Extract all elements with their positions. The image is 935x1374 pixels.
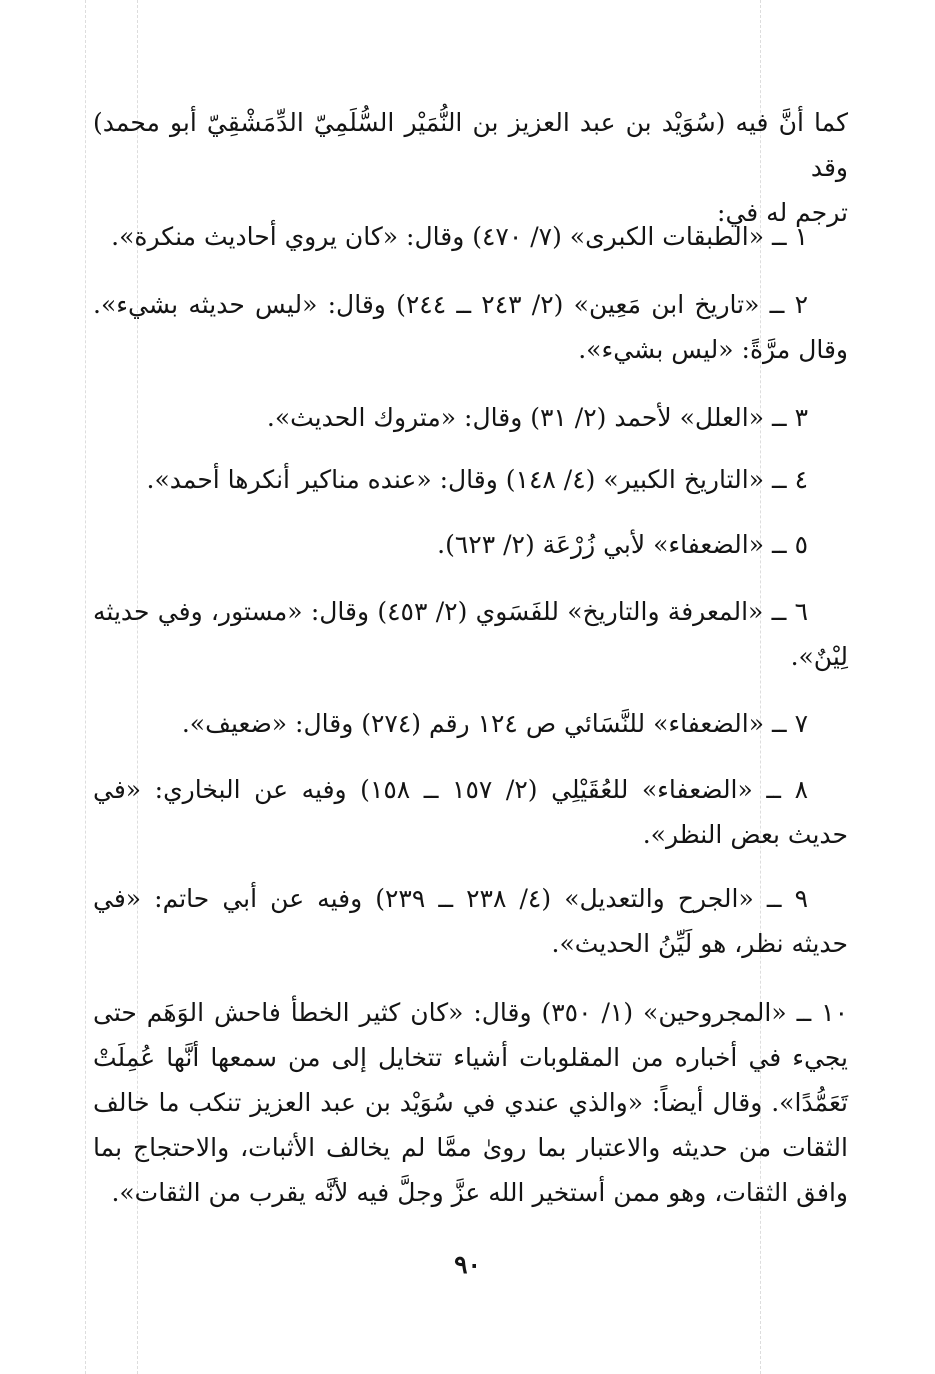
entry-text: ٩ ــ «الجرح والتعديل» (٤/ ٢٣٨ ــ ٢٣٩) وفيه عن أبي حاتم: «في حديثه نظر، هو لَيِّنُ الحديث».: [93, 884, 848, 958]
entry-text: ٦ ــ «المعرفة والتاريخ» للفَسَوي (٢/ ٤٥٣) وقال: «مستور، وفي حديثه لِيْنٌ».: [93, 597, 848, 671]
intro-line-2: ترجم له في:: [717, 198, 848, 227]
source-entry-9: [93, 876, 848, 966]
entry-text: ٧ ــ «الضعفاء» للنَّسَائي ص ١٢٤ رقم (٢٧٤) وقال: «ضعيف».: [181, 709, 808, 738]
page-number: ٩٠: [454, 1250, 481, 1279]
source-entry-5: [93, 522, 848, 567]
source-entry-6: [93, 589, 848, 679]
entry-text: ٤ ــ «التاريخ الكبير» (٤/ ١٤٨) وقال: «عنده مناكير أنكرها أحمد».: [146, 465, 808, 494]
entry-text: ٥ ــ «الضعفاء» لأبي زُرْعَة (٢/ ٦٢٣).: [437, 530, 808, 559]
source-entry-2: [93, 282, 848, 372]
source-entry-10: [93, 990, 848, 1215]
source-entry-4: [93, 457, 848, 502]
entry-text: ١ ــ «الطبقات الكبرى» (٧/ ٤٧٠) وقال: «كان يروي أحاديث منكرة».: [111, 222, 808, 251]
source-entry-1: [93, 214, 848, 259]
entry-text: ١٠ ــ «المجروحين» (١/ ٣٥٠) وقال: «كان كثير الخطأ فاحش الوَهَم حتى يجيء في أخباره من المقلوبات أشياء تتخايل إلى من سمعها أنَّها عُمِلَتْ تَعَمُّدًا». وقال أيضاً: «والذي عندي في سُوَيْد بن عبد العزيز تنكب ما خالف الثقات من حديثه والاعتبار بما روىٰ ممَّا لم يخالف الأثبات، والاحتجاج بما وافق الثقات، وهو ممن أستخير الله عزَّ وجلَّ فيه لأنَّه يقرب من الثقات».: [93, 998, 849, 1207]
entry-text: ٨ ــ «الضعفاء» للعُقَيْلِي (٢/ ١٥٧ ــ ١٥٨) وفيه عن البخاري: «في حديث بعض النظر».: [93, 775, 848, 849]
intro-line-1: كما أنَّ فيه (سُوَيْد بن عبد العزيز بن النُّمَيْر السُّلَمِيّ الدِّمَشْقِيّ أبو محمد) وقد: [93, 108, 848, 182]
scan-artifact-line: [85, 0, 86, 1374]
source-entry-7: [93, 701, 848, 746]
source-entry-8: [93, 767, 848, 857]
entry-text: ٣ ــ «العلل» لأحمد (٢/ ٣١) وقال: «متروك الحديث».: [266, 403, 808, 432]
source-entry-3: [93, 395, 848, 440]
entry-text: ٢ ــ «تاريخ ابن مَعِين» (٢/ ٢٤٣ ــ ٢٤٤) وقال: «ليس حديثه بشيء». وقال مرَّةً: «ليس بشيء».: [93, 290, 848, 364]
